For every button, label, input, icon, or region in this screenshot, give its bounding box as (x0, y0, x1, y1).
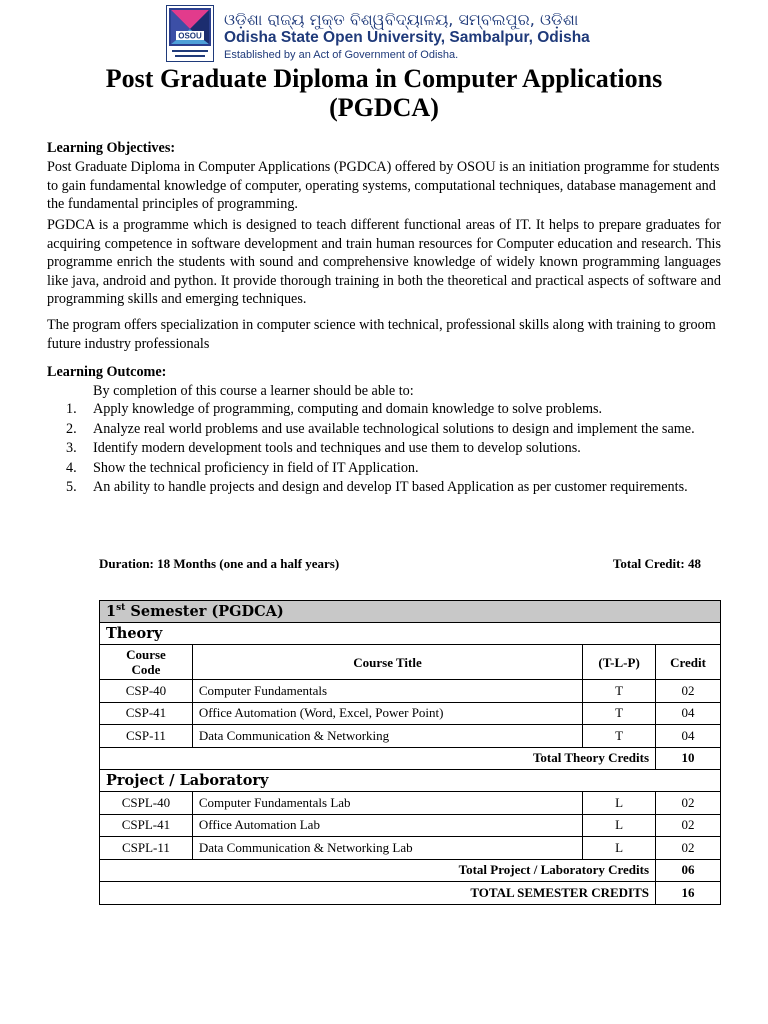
col-course-code: Course Code (100, 645, 193, 680)
theory-heading: Theory (100, 623, 721, 645)
course-title: Office Automation (Word, Excel, Power Point) (192, 702, 582, 725)
table-row (100, 792, 721, 815)
course-code: CSPL-41 (100, 814, 193, 837)
col-tlp: (T-L-P) (583, 645, 656, 680)
duration-label: Duration: 18 Months (one and a half years) (99, 556, 340, 571)
title-line-2: (PGDCA) (329, 93, 439, 122)
course-credit: 04 (656, 702, 721, 725)
total-theory-value: 10 (656, 747, 721, 770)
course-tlp: L (583, 814, 656, 837)
page-title (0, 64, 768, 122)
osou-logo-icon (166, 5, 214, 62)
course-credit: 04 (656, 725, 721, 748)
course-code: CSP-41 (100, 702, 193, 725)
total-lab-label: Total Project / Laboratory Credits (100, 859, 656, 882)
course-tlp: T (583, 680, 656, 703)
university-name: Odisha State Open University, Sambalpur, Odisha (224, 29, 590, 46)
list-item (66, 400, 726, 420)
course-code: CSP-11 (100, 725, 193, 748)
course-code: CSPL-11 (100, 837, 193, 860)
lab-section-row (100, 770, 721, 792)
col-credit: Credit (656, 645, 721, 680)
lab-heading: Project / Laboratory (100, 770, 721, 792)
list-item (66, 478, 726, 498)
list-item (66, 439, 726, 459)
column-header-row (100, 645, 721, 680)
list-item-number: 1. (66, 401, 77, 417)
established-note: Established by an Act of Government of Odisha. (224, 49, 459, 61)
table-row (100, 814, 721, 837)
col-course-title: Course Title (192, 645, 582, 680)
table-row (100, 837, 721, 860)
table-row (100, 725, 721, 748)
course-title: Data Communication & Networking (192, 725, 582, 748)
course-tlp: T (583, 725, 656, 748)
objectives-paragraph-1: Post Graduate Diploma in Computer Applications (PGDCA) offered by OSOU is an initiation programme for students to gain fundamental knowledge of computer, operating systems, computational techniques, database management and the fundamental principles of programming. (47, 159, 720, 212)
total-semester-row (100, 882, 721, 905)
course-tlp: T (583, 702, 656, 725)
list-item (66, 459, 726, 479)
logo-text: OSOU (178, 31, 202, 41)
total-theory-row (100, 747, 721, 770)
total-semester-label: TOTAL SEMESTER CREDITS (100, 882, 656, 905)
semester-header-row (100, 601, 721, 623)
course-title: Computer Fundamentals (192, 680, 582, 703)
semester-course-table (99, 600, 721, 905)
course-tlp: L (583, 837, 656, 860)
list-item-number: 5. (66, 479, 77, 495)
title-line-1: Post Graduate Diploma in Computer Applications (105, 64, 663, 93)
course-code: CSPL-40 (100, 792, 193, 815)
theory-section-row (100, 623, 721, 645)
course-title: Data Communication & Networking Lab (192, 837, 582, 860)
list-item-text: Analyze real world problems and use available technological solutions to design and implement the same. (93, 420, 695, 437)
objectives-paragraph-3: The program offers specialization in computer science with technical, professional skills along with training to groom future industry professionals (47, 317, 716, 352)
outcome-intro: By completion of this course a learner should be able to: (93, 383, 414, 399)
list-item-text: Apply knowledge of programming, computing and domain knowledge to solve problems. (93, 401, 603, 417)
total-credit-label: Total Credit: 48 (612, 556, 701, 571)
course-tlp: L (583, 792, 656, 815)
course-code: CSP-40 (100, 680, 193, 703)
list-item-text: Show the technical proficiency in field of IT Application. (93, 459, 419, 476)
list-item (66, 420, 726, 440)
university-name-odia: ଓଡ଼ିଶା ରାଜ୍ୟ ମୁକ୍ତ ବିଶ୍ୱବିଦ୍ୟାଳୟ, ସମ୍ବଲପୁର, ଓଡ଼ିଶା (224, 10, 579, 29)
course-credit: 02 (656, 792, 721, 815)
total-lab-value: 06 (656, 859, 721, 882)
course-credit: 02 (656, 837, 721, 860)
list-item-number: 2. (66, 420, 77, 437)
objectives-paragraph-2: PGDCA is a programme which is designed to teach different functional areas of IT. It helps to prepare graduates for acquiring competence in software development and train human resources for Computer education and research. This programme enrich the students with sound and comprehensive knowledge of widely known programming languages like java, android and python. It provide thorough training in both the theoretical and practical aspects of software and programming skills and emerging techniques. (47, 217, 721, 307)
total-semester-value: 16 (656, 882, 721, 905)
list-item-number: 3. (66, 440, 77, 456)
list-item-number: 4. (66, 459, 77, 476)
learning-objectives-heading: Learning Objectives: (47, 140, 176, 156)
outcome-list (66, 400, 726, 498)
course-title: Office Automation Lab (192, 814, 582, 837)
table-row (100, 702, 721, 725)
course-credit: 02 (656, 680, 721, 703)
course-credit: 02 (656, 814, 721, 837)
list-item-text: An ability to handle projects and design and develop IT based Application as per customer requirements. (93, 479, 688, 495)
table-row (100, 680, 721, 703)
total-theory-label: Total Theory Credits (100, 747, 656, 770)
university-header (166, 5, 636, 65)
list-item-text: Identify modern development tools and techniques and use them to develop solutions. (93, 440, 581, 456)
course-title: Computer Fundamentals Lab (192, 792, 582, 815)
total-lab-row (100, 859, 721, 882)
semester-title: 1st Semester (PGDCA) (100, 601, 721, 623)
learning-outcome-heading: Learning Outcome: (47, 364, 167, 380)
